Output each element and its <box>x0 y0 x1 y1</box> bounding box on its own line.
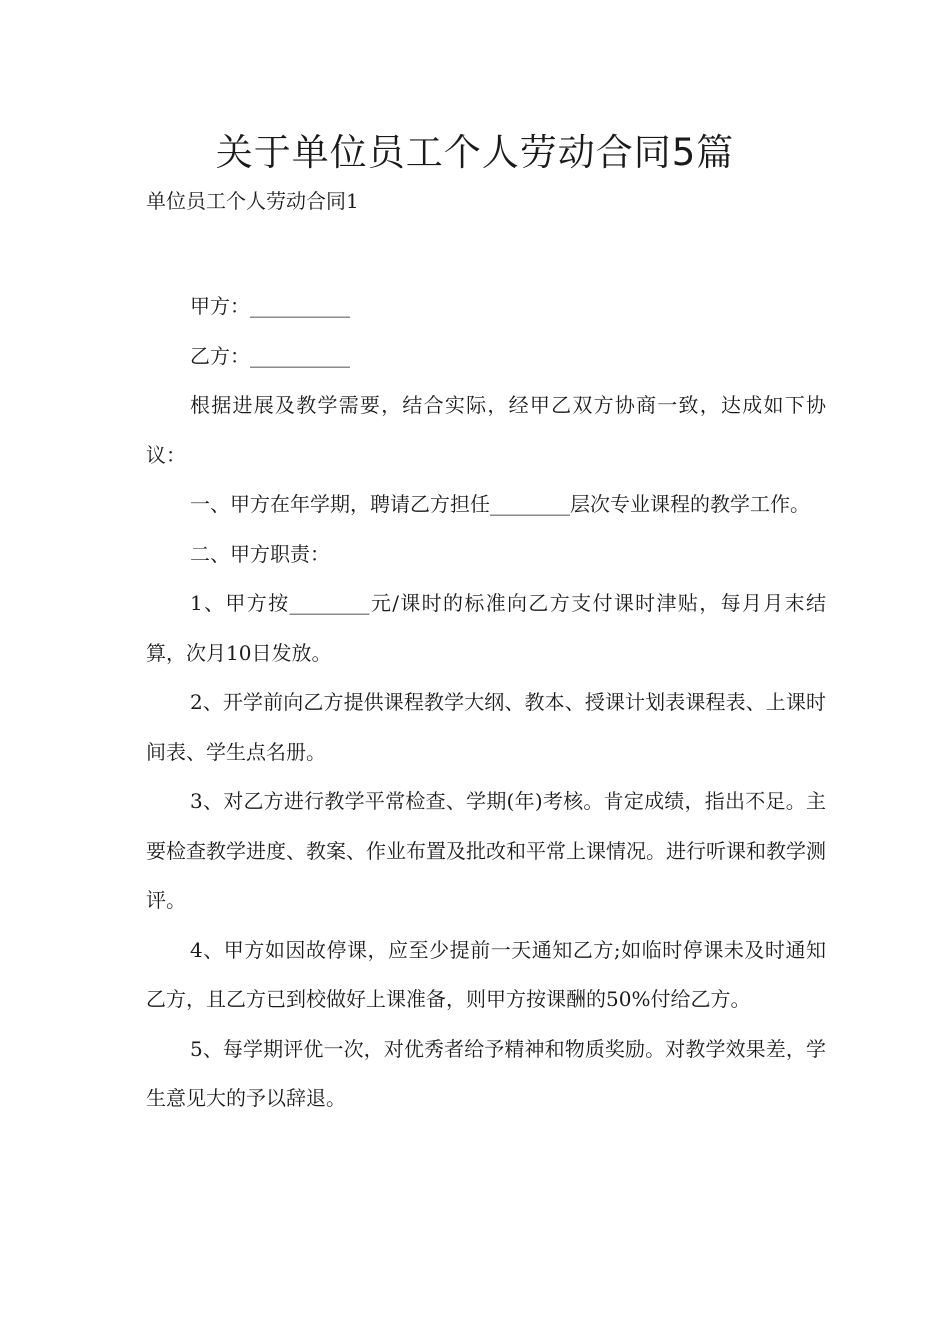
duty-2-paragraph: 2、开学前向乙方提供课程教学大纲、教本、授课计划表课程表、上课时间表、学生点名册。 <box>146 690 826 764</box>
document-body <box>146 282 826 1124</box>
clause-2-heading: 二、甲方职责： <box>190 541 330 566</box>
contract-subtitle: 单位员工个人劳动合同1 <box>146 189 359 213</box>
preamble-paragraph: 根据进展及教学需要，结合实际，经甲乙双方协商一致，达成如下协议： <box>146 393 826 467</box>
duty-5-paragraph: 5、每学期评优一次，对优秀者给予精神和物质奖励。对教学效果差，学生意见大的予以辞退。 <box>146 1036 826 1110</box>
duty-3-paragraph: 3、对乙方进行教学平常检查、学期(年)考核。肯定成绩，指出不足。主要检查教学进度、教案、作业布置及批改和平常上课情况。进行听课和教学测评。 <box>146 789 826 912</box>
party-b-line: 乙方：__________ <box>190 343 350 368</box>
duty-1-paragraph: 1、甲方按________元/课时的标准向乙方支付课时津贴，每月月末结算，次月10日发放。 <box>146 591 826 665</box>
document-title: 关于单位员工个人劳动合同5篇 <box>215 131 735 174</box>
clause-1-paragraph: 一、甲方在年学期，聘请乙方担任________层次专业课程的教学工作。 <box>190 492 810 516</box>
duty-4-paragraph: 4、甲方如因故停课，应至少提前一天通知乙方;如临时停课未及时通知乙方，且乙方已到校做好上课准备，则甲方按课酬的50%付给乙方。 <box>146 937 826 1011</box>
party-a-line: 甲方：__________ <box>190 294 350 318</box>
